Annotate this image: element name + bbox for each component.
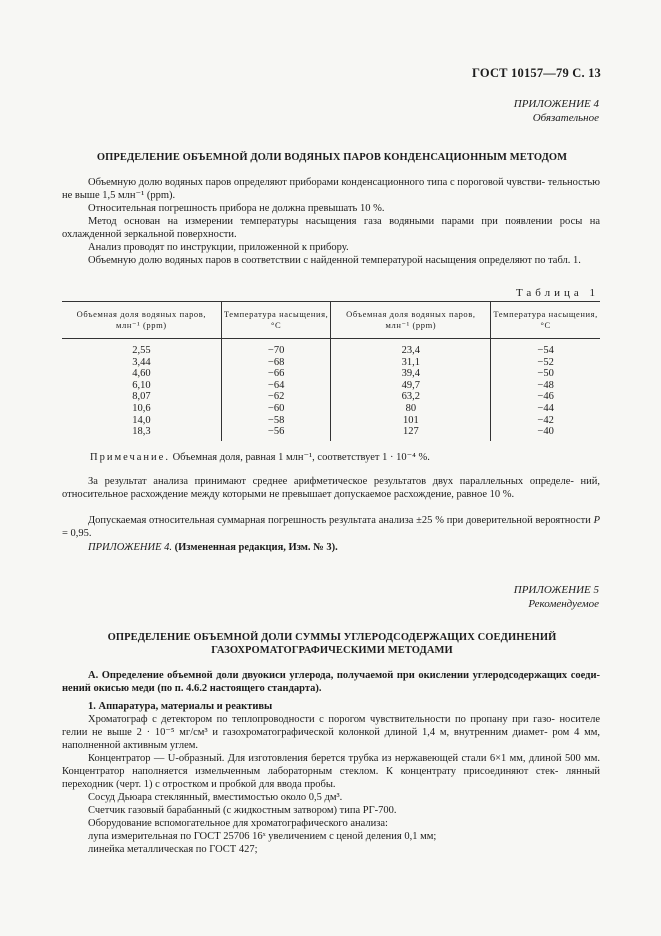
annex-4-label-block <box>514 97 599 125</box>
annex-4-title: ОПРЕДЕЛЕНИЕ ОБЪЕМНОЙ ДОЛИ ВОДЯНЫХ ПАРОВ КОНДЕНСАЦИОННЫМ МЕТОДОМ <box>96 152 568 163</box>
paragraph: Анализ проводят по инструкции, приложенной к прибору. <box>88 242 349 253</box>
table-cell: −70 <box>221 339 331 357</box>
amendment-note: (Измененная редакция, Изм. № 3). <box>174 542 338 553</box>
table-cell: −40 <box>491 426 600 441</box>
table-cell: 4,60 <box>132 368 151 380</box>
paragraph: Сосуд Дьюара стеклянный, вместимостью около 0,5 дм³. <box>88 792 343 803</box>
annex-5-status: Рекомендуемое <box>528 598 599 610</box>
table-cell: −46 <box>491 391 600 403</box>
annex-5-title-line: ГАЗОХРОМАТОГРАФИЧЕСКИМИ МЕТОДАМИ <box>211 645 453 656</box>
table-cell: −48 <box>491 380 600 392</box>
table-cell: 2,55 <box>132 345 151 356</box>
table-cell: −62 <box>221 391 331 403</box>
paragraph: Хроматограф с детектором по теплопроводности с порогом чувствительности по пропану при газо- носителе гелии не выше 2 · 10⁻⁵ мг/см³ и газохроматографической колонкой длиной 1,4 м, внутренним диамет- ром 4 мм, наполненной активным углем. <box>62 714 600 751</box>
amendment-annex: ПРИЛОЖЕНИЕ 4. <box>88 542 172 553</box>
table-cell: −52 <box>491 357 600 369</box>
table-row <box>62 403 600 415</box>
table-cell: 14,0 <box>132 414 151 426</box>
table-cell: 18,3 <box>132 426 151 438</box>
table-cell: 6,10 <box>132 379 151 391</box>
table-cell: 49,7 <box>331 380 491 392</box>
table-cell: −42 <box>491 415 600 427</box>
table-row <box>62 380 600 392</box>
column-header: Температура насыщения, °С <box>221 302 331 339</box>
table-cell: 127 <box>331 426 491 441</box>
annex-4-result <box>62 475 600 501</box>
column-header: Объемная доля водяных паров, млн⁻¹ (ppm) <box>62 302 221 339</box>
annex-5-title <box>62 631 602 657</box>
paragraph <box>62 514 600 540</box>
table-cell: −54 <box>491 339 600 357</box>
table-header-row <box>62 302 600 339</box>
column-header: Объемная доля водяных паров, млн⁻¹ (ppm) <box>331 302 491 339</box>
error-text: Допускаемая относительная суммарная погрешность результата анализа ±25 % при доверительной вероятности <box>88 515 591 526</box>
annex-4-error <box>62 514 600 540</box>
paragraph <box>62 541 600 554</box>
paragraph: линейка металлическая по ГОСТ 427; <box>88 844 258 855</box>
paragraph: лупа измерительная по ГОСТ 25706 16ˣ увеличением с ценой деления 0,1 мм; <box>88 831 437 842</box>
subsection-heading: 1. Аппаратура, материалы и реактивы <box>88 701 273 712</box>
annex-5-label-block <box>514 583 599 611</box>
paragraph: Счетчик газовый барабанный (с жидкостным затвором) типа РГ-700. <box>88 805 397 816</box>
column-header: Температура насыщения, °С <box>491 302 600 339</box>
table-cell: 39,4 <box>331 368 491 380</box>
table-cell: 23,4 <box>331 339 491 357</box>
annex-4-status: Обязательное <box>532 112 599 124</box>
table-cell: −68 <box>221 357 331 369</box>
paragraph: Метод основан на измерении температуры насыщения газа водяными парами при появлении росы на охлажденной зеркальной поверхности. <box>62 216 600 240</box>
saturation-table <box>62 301 600 441</box>
table-row <box>62 357 600 369</box>
table-cell: −66 <box>221 368 331 380</box>
table-row <box>62 368 600 380</box>
section-heading: А. Определение объемной доли двуокиси углерода, получаемой при окислении углеродсодержащих соеди- нений окисью меди (по п. 4.6.2 настоящего стандарта). <box>62 670 600 694</box>
table-cell: 8,07 <box>132 391 151 403</box>
paragraph: Относительная погрешность прибора не должна превышать 10 %. <box>88 203 385 214</box>
page-header: ГОСТ 10157—79 С. 13 <box>472 66 601 80</box>
table-cell: 80 <box>331 403 491 415</box>
probability-value: = 0,95. <box>62 528 92 539</box>
paragraph: За результат анализа принимают среднее арифметическое результатов двух параллельных определе- ний, относительное расхождение между которыми не превышает допускаемое расхождение, равное 10 %. <box>62 476 600 500</box>
table-cell: 63,2 <box>331 391 491 403</box>
note-text: Объемная доля, равная 1 млн⁻¹, соответствует 1 · 10⁻⁴ %. <box>172 452 430 463</box>
table-cell: −44 <box>491 403 600 415</box>
table-cell: 3,44 <box>132 356 151 368</box>
annex-5-body <box>62 700 600 856</box>
table-cell: −50 <box>491 368 600 380</box>
paragraph: Объемную долю водяных паров в соответствии с найденной температурой насыщения определяют по табл. 1. <box>88 255 581 266</box>
table-cell: −56 <box>221 426 331 441</box>
paragraph: Объемную долю водяных паров определяют приборами конденсационного типа с пороговой чувстви- тельностью не выше 1,5 млн⁻¹ (ppm). <box>62 177 600 201</box>
table-caption: Таблица 1 <box>515 287 599 299</box>
note-label: Примечание. <box>90 452 170 463</box>
table-row <box>62 426 600 441</box>
table-row <box>62 391 600 403</box>
table-cell: 101 <box>331 415 491 427</box>
annex-5-section-a <box>62 669 600 695</box>
annex-5-label: ПРИЛОЖЕНИЕ 5 <box>513 584 599 596</box>
paragraph: Концентратор — U-образный. Для изготовления берется трубка из нержавеющей стали 6×1 мм, длиной 500 мм. Концентратор наполняется измельченным лабораторным стеклом. К концентрату присоединяют стек- лянный переходник (черт. 1) с отростком и пробкой для ввода пробы. <box>62 753 600 790</box>
table-cell: −60 <box>221 403 331 415</box>
table-row <box>62 339 600 357</box>
table-row <box>62 415 600 427</box>
annex-5-title-line: ОПРЕДЕЛЕНИЕ ОБЪЕМНОЙ ДОЛИ СУММЫ УГЛЕРОДСОДЕРЖАЩИХ СОЕДИНЕНИЙ <box>107 632 557 643</box>
annex-4-amendment <box>62 541 600 554</box>
annex-4-label: ПРИЛОЖЕНИЕ 4 <box>513 98 599 110</box>
table-cell: −58 <box>221 415 331 427</box>
table-cell: 31,1 <box>331 357 491 369</box>
table-note <box>90 451 430 463</box>
probability-symbol: P <box>593 515 600 526</box>
annex-4-body <box>62 176 600 267</box>
table-cell: −64 <box>221 380 331 392</box>
paragraph: Оборудование вспомогательное для хроматографического анализа: <box>88 818 388 829</box>
table-cell: 10,6 <box>132 402 151 414</box>
